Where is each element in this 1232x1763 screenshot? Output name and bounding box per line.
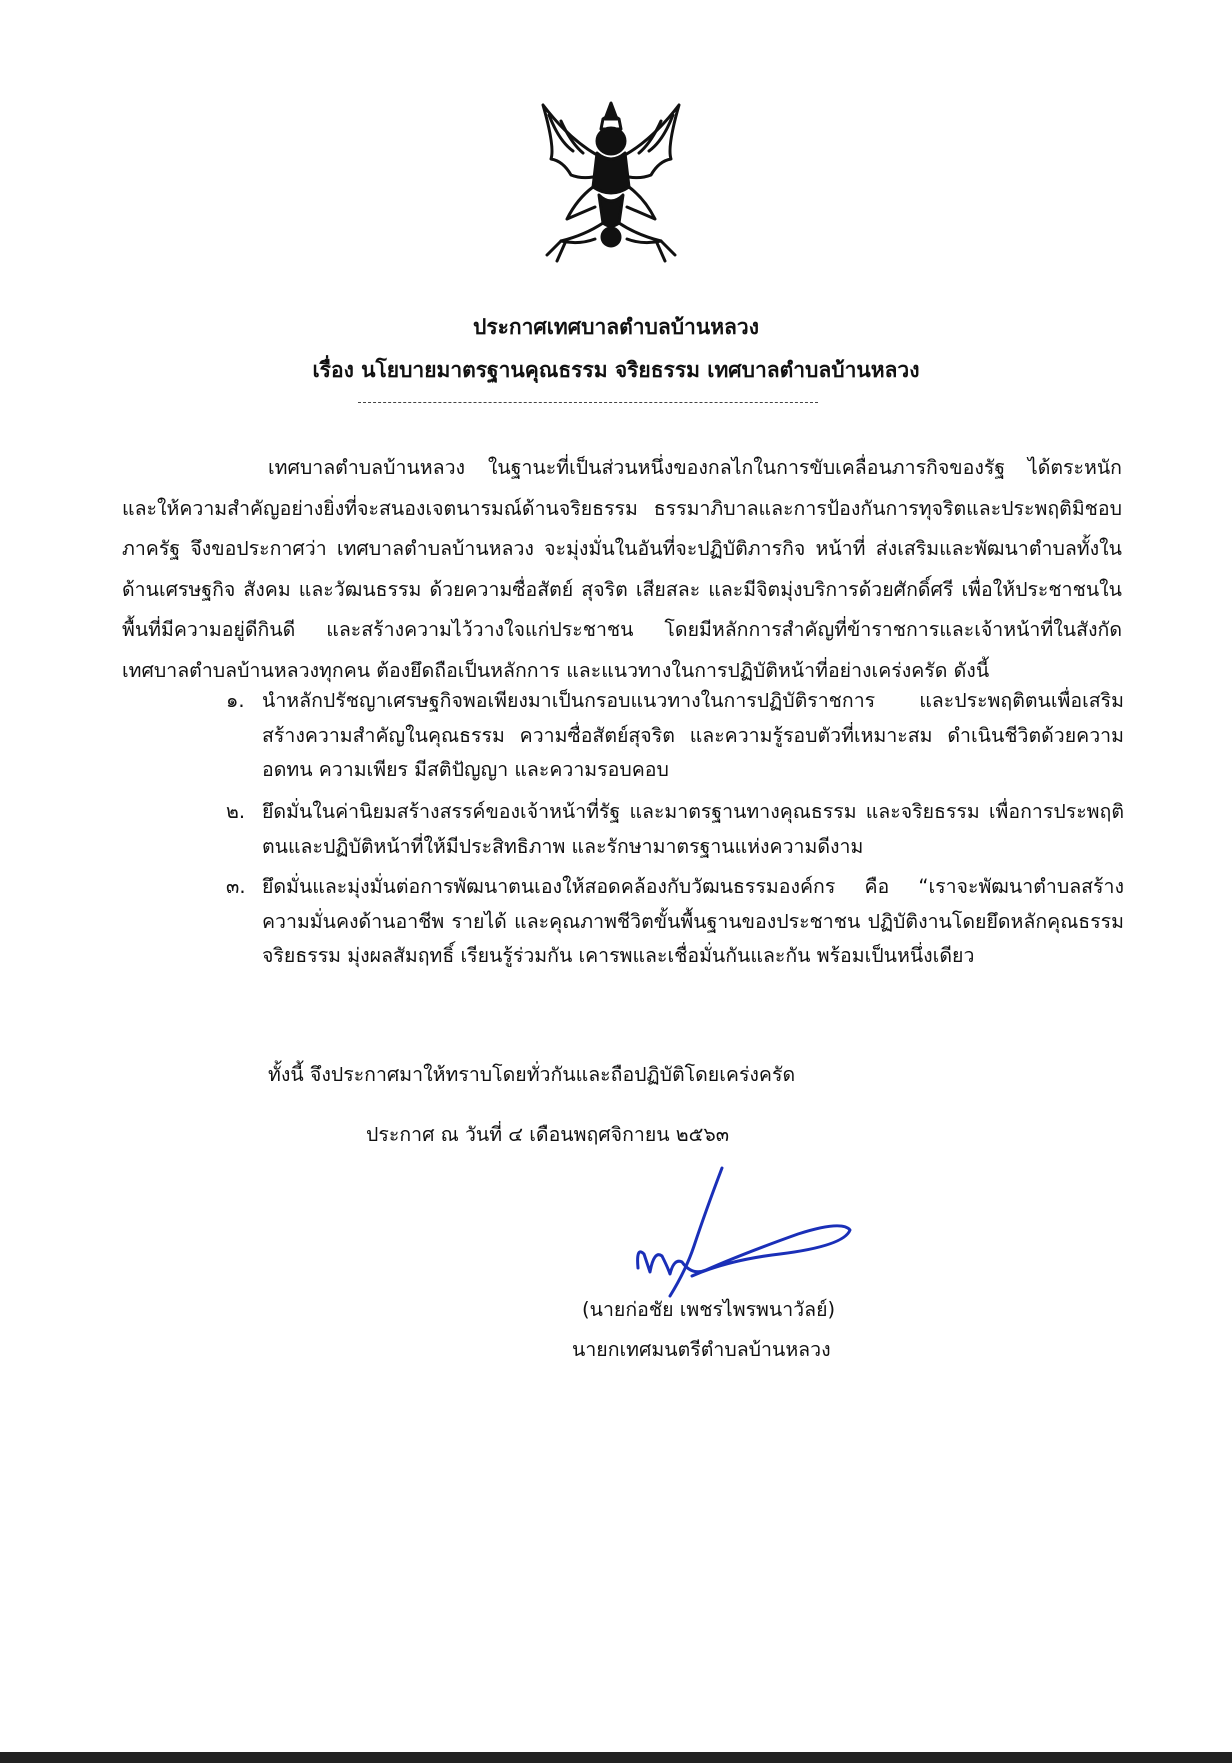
announcement-title: ประกาศเทศบาลตำบลบ้านหลวง: [473, 315, 759, 339]
garuda-emblem-icon: [521, 95, 701, 270]
divider: [358, 402, 818, 403]
list-item-number: ๒.: [226, 800, 246, 823]
list-item: [226, 795, 1124, 864]
list-item-text: ยึดมั่นในค่านิยมสร้างสรรค์ของเจ้าหน้าที่รัฐ และมาตรฐานทางคุณธรรม และจริยธรรม เพื่อการประพฤติตนและปฏิบัติหน้าที่ให้มีประสิทธิภาพ และรักษามาตรฐานแห่งความดีงาม: [262, 800, 1124, 858]
list-item-number: ๑.: [226, 689, 245, 712]
scan-edge-bar: [0, 1752, 1232, 1763]
closing-statement: ทั้งนี้ จึงประกาศมาให้ทราบโดยทั่วกันและถือปฏิบัติโดยเคร่งครัด: [268, 1063, 796, 1086]
intro-paragraph: เทศบาลตำบลบ้านหลวง ในฐานะที่เป็นส่วนหนึ่งของกลไกในการขับเคลื่อนภารกิจของรัฐ ได้ตระหนักและให้ความสำคัญอย่างยิ่งที่จะสนองเจตนารมณ์ด้านจริยธรรม ธรรมาภิบาลและการป้องกันการทุจริตและประพฤติมิชอบภาครัฐ จึงขอประกาศว่า เทศบาลตำบลบ้านหลวง จะมุ่งมั่นในอันที่จะปฏิบัติภารกิจ หน้าที่ ส่งเสริมและพัฒนาตำบลทั้งในด้านเศรษฐกิจ สังคม และวัฒนธรรม ด้วยความซื่อสัตย์ สุจริต เสียสละ และมีจิตมุ่งบริการด้วยศักดิ์ศรี เพื่อให้ประชาชนในพื้นที่มีความอยู่ดีกินดี และสร้างความไว้วางใจแก่ประชาชน โดยมีหลักการสำคัญที่ข้าราชการและเจ้าหน้าที่ในสังกัดเทศบาลตำบลบ้านหลวงทุกคน ต้องยึดถือเป็นหลักการ และแนวทางในการปฏิบัติหน้าที่อย่างเคร่งครัด ดังนี้: [122, 456, 1122, 682]
announcement-subject: เรื่อง นโยบายมาตรฐานคุณธรรม จริยธรรม เทศบาลตำบลบ้านหลวง: [312, 358, 920, 382]
announcement-date: ประกาศ ณ วันที่ ๔ เดือนพฤศจิกายน ๒๕๖๓: [366, 1123, 730, 1146]
list-item: [226, 684, 1124, 788]
handwritten-signature: [630, 1150, 860, 1300]
signer-position: นายกเทศมนตรีตำบลบ้านหลวง: [572, 1338, 831, 1361]
list-item: [226, 870, 1124, 974]
signer-name: (นายก่อชัย เพชรไพรพนาวัลย์): [582, 1298, 836, 1321]
list-item-text: นำหลักปรัชญาเศรษฐกิจพอเพียงมาเป็นกรอบแนวทางในการปฏิบัติราชการ และประพฤติตนเพื่อเสริมสร้างความสำคัญในคุณธรรม ความซื่อสัตย์สุจริต และความรู้รอบตัวที่เหมาะสม ดำเนินชีวิตด้วยความอดทน ความเพียร มีสติปัญญา และความรอบคอบ: [262, 689, 1124, 781]
list-item-text: ยึดมั่นและมุ่งมั่นต่อการพัฒนาตนเองให้สอดคล้องกับวัฒนธรรมองค์กร คือ “เราจะพัฒนาตำบลสร้างความมั่นคงด้านอาชีพ รายได้ และคุณภาพชีวิตขั้นพื้นฐานของประชาชน ปฏิบัติงานโดยยึดหลักคุณธรรม จริยธรรม มุ่งผลสัมฤทธิ์ เรียนรู้ร่วมกัน เคารพและเชื่อมั่นกันและกัน พร้อมเป็นหนึ่งเดียว: [262, 875, 1124, 967]
list-item-number: ๓.: [226, 875, 246, 898]
